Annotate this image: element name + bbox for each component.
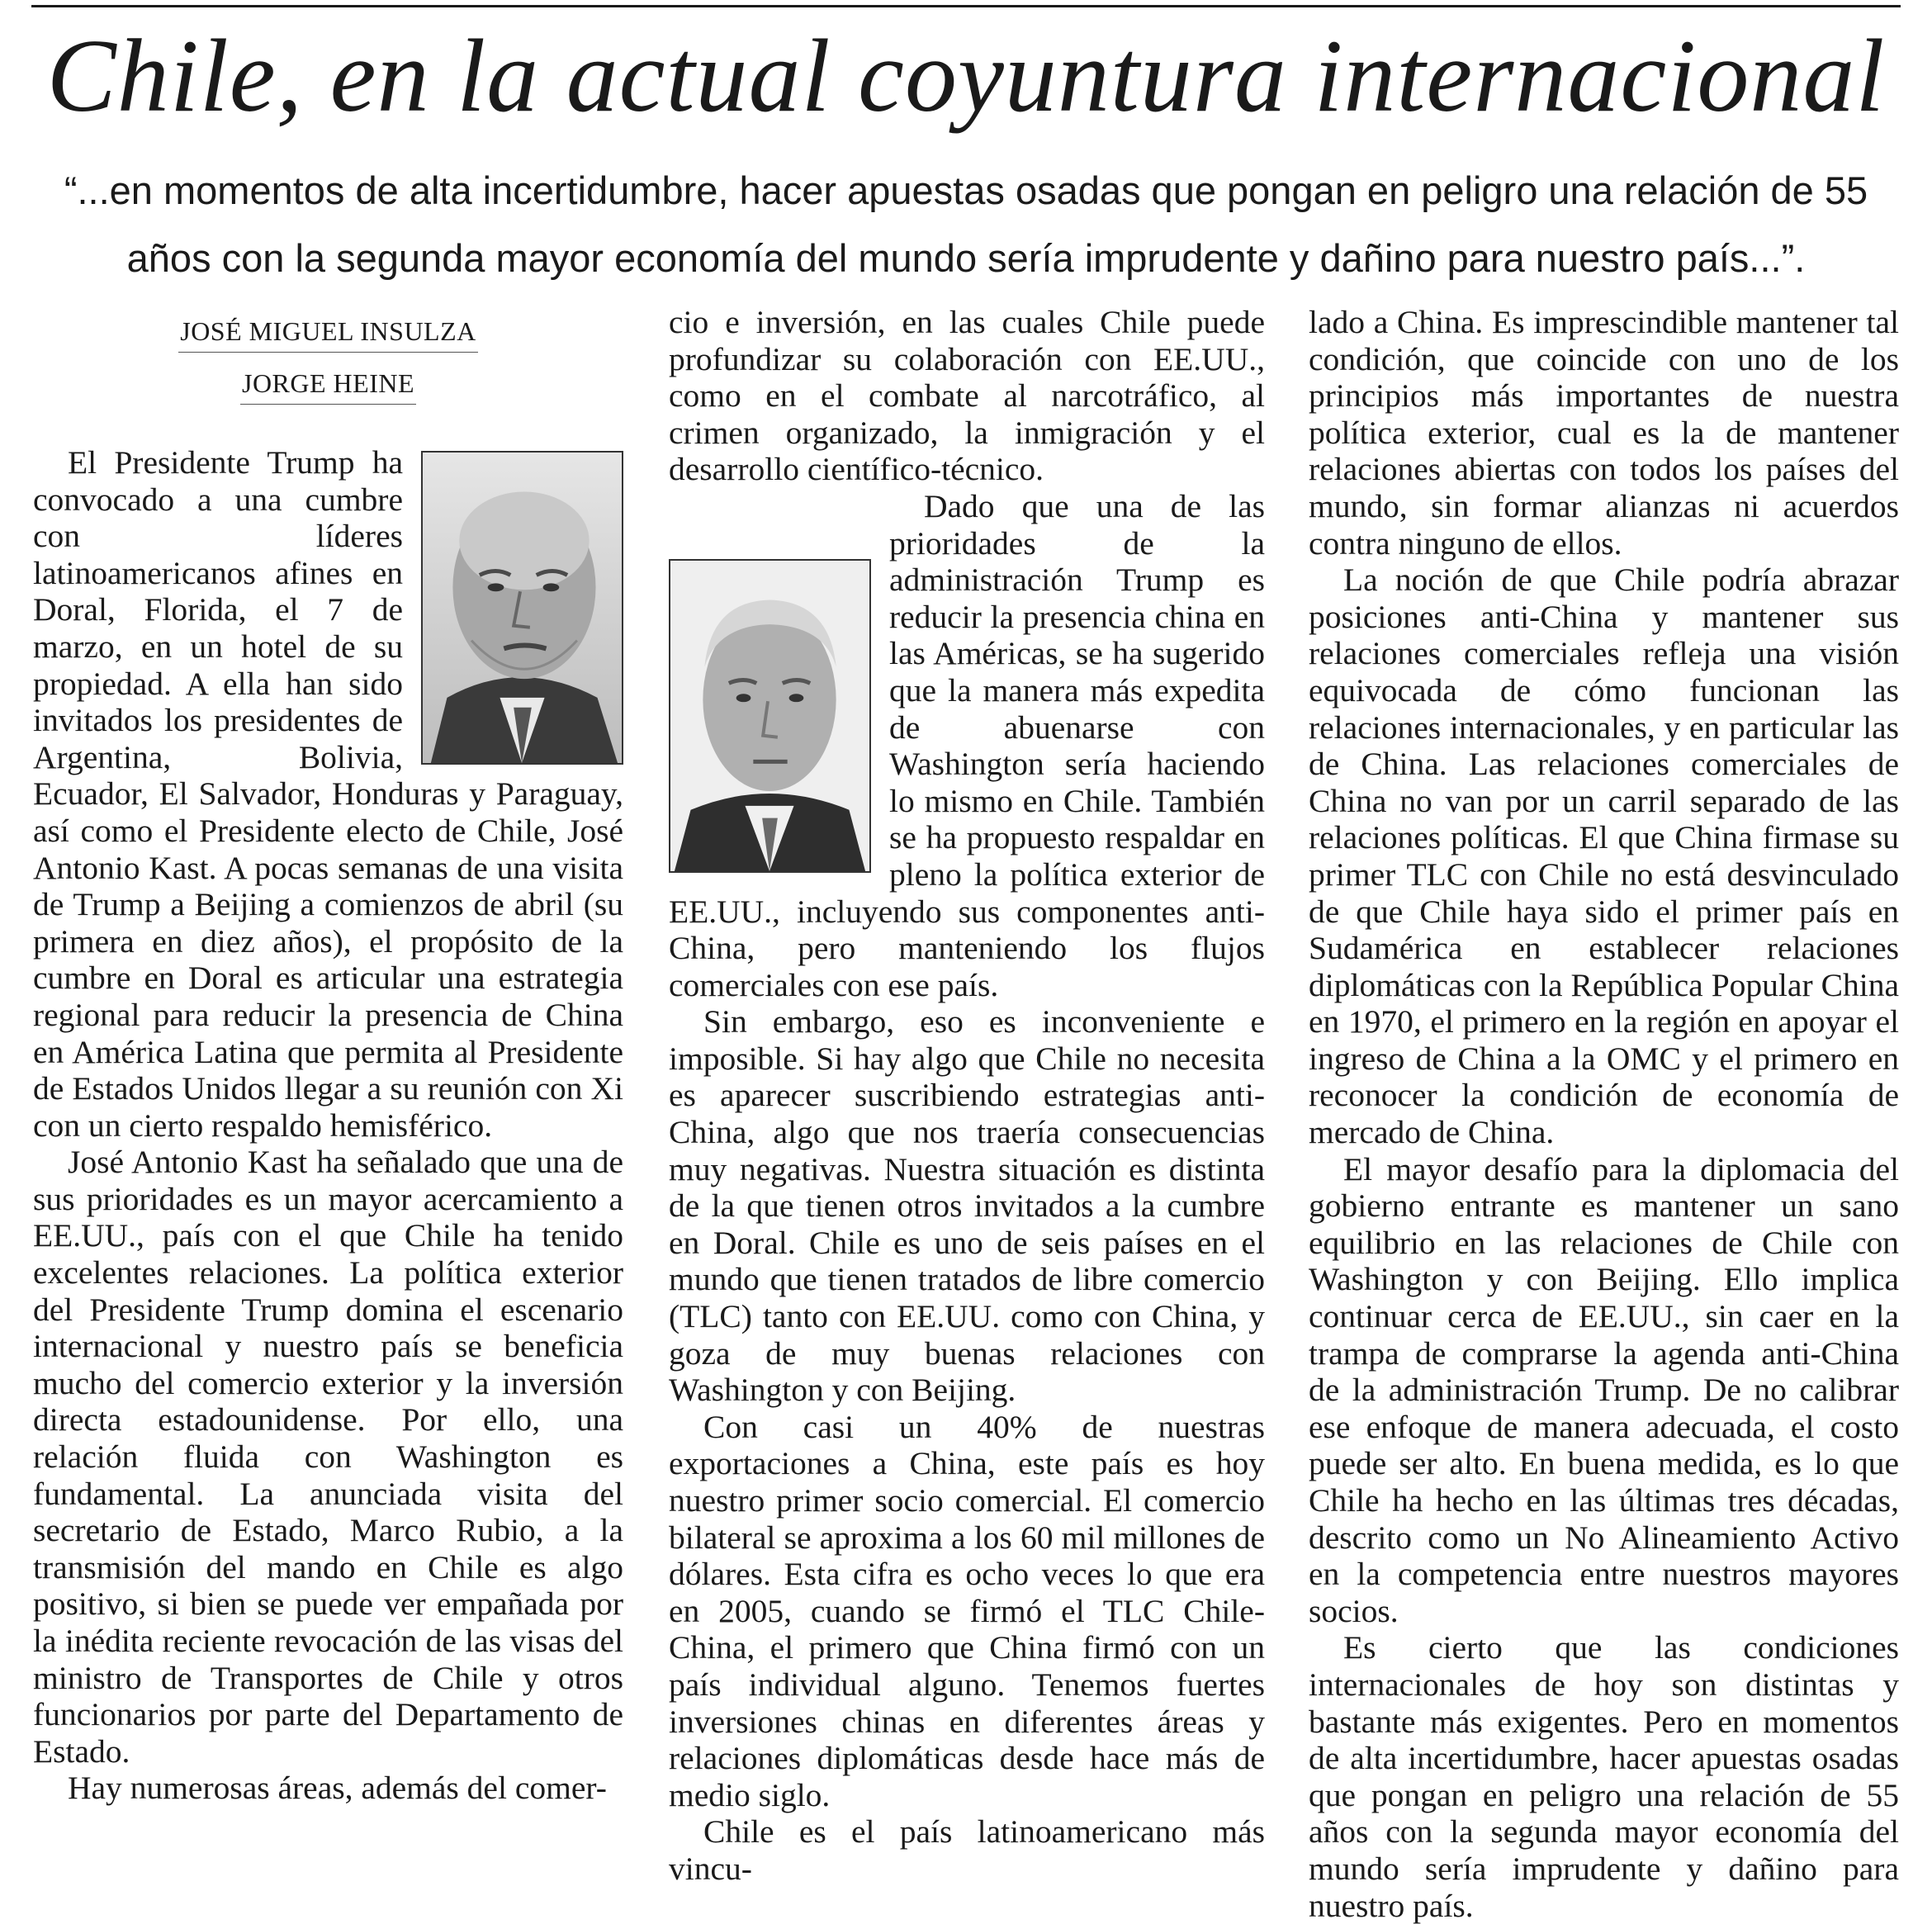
portrait-photo-insulza xyxy=(421,451,623,765)
paragraph-2: José Antonio Kast ha señalado que una de sus prioridades es un mayor acercamiento a EE.UU., país con el que Chile ha tenido excelentes relaciones. La política exterior del Presidente Trump domina el escenario internacional y nuestro país se beneficia mucho del comercio exterior y la inversión directa estadounidense. Por ello, una relación fluida con Washington es fundamental. La anunciada visita del secretario de Estado, Marco Rubio, a la transmisión del mando en Chile es algo positivo, si bien se puede ver empañada por la inédita reciente revocación de las visas del ministro de Transportes de Chile y otros funcionarios por parte del Departamento de Estado. xyxy=(33,1144,623,1770)
paragraph-6: Con casi un 40% de nuestras exportaciones a China, este país es hoy nuestro primer socio comercial. El comercio bilateral se aproxima a los 60 mil millones de dólares. Esta cifra es ocho veces lo que era en 2005, cuando se firmó el TLC Chile-China, el primero que China firmó con un país individual alguno. Tenemos fuertes inversiones chinas en diferentes áreas y relaciones diplomáticas desde hace más de medio siglo. xyxy=(669,1408,1265,1813)
column-2 xyxy=(669,304,1265,1887)
portrait-insulza-image xyxy=(423,453,622,763)
column-1 xyxy=(33,306,623,1807)
paragraph-9: El mayor desafío para la diplomacia del gobierno entrante es mantener un sano equilibrio en las relaciones de Chile con Washington y con Beijing. Ello implica continuar cerca de EE.UU., sin caer en la trampa de comprarse la agenda anti-China de la administración Trump. De no calibrar ese enfoque de manera adecuada, el costo puede ser alto. En buena medida, es lo que Chile ha hecho en las últimas tres décadas, descrito como un No Alineamiento Activo en la competencia entre nuestros mayores socios. xyxy=(1309,1150,1899,1629)
pull-quote-deck: “...en momentos de alta incertidumbre, hacer apuestas osadas que pongan en peligro una relación de 55 años con la segunda mayor economía del mundo sería imprudente y dañino para nuestro país...”. xyxy=(64,168,1868,280)
paragraph-4: Dado que una de las prioridades de la administración Trump es reducir la presencia china en las Américas, se ha sugerido que la manera más expedita de abuenarse con Washington sería haciendo lo mismo en Chile. También se ha propuesto respaldar en pleno la política exterior de EE.UU., incluyendo sus componentes anti-China, pero manteniendo los flujos comerciales con ese país. xyxy=(669,487,1265,1003)
paragraph-3-end: cio e inversión, en las cuales Chile puede profundizar su colaboración con EE.UU., como en el combate al narcotráfico, al crimen organizado, la inmigración y el desarrollo científico-técnico. xyxy=(669,304,1265,488)
byline-author-1: JOSÉ MIGUEL INSULZA xyxy=(178,307,478,353)
paragraph-5: Sin embargo, eso es inconveniente e imposible. Si hay algo que Chile no necesita es aparecer suscribiendo estrategias anti-China, algo que nos traería consecuencias muy negativas. Nuestra situación es distinta de la que tienen otros invitados a la cumbre en Doral. Chile es uno de seis países en el mundo que tienen tratados de libre comercio (TLC) tanto con EE.UU. como con China, y goza de muy buenas relaciones con Washington y con Beijing. xyxy=(669,1003,1265,1409)
paragraph-8: La noción de que Chile podría abrazar posiciones anti-China y mantener sus relaciones comerciales refleja una visión equivocada de cómo funcionan las relaciones internacionales, y en particular las de China. Las relaciones comerciales de China no van por un carril separado de las relaciones políticas. El que China firmase su primer TLC con Chile no está desvinculado de que Chile haya sido el primer país en Sudamérica en establecer relaciones diplomáticas con la República Popular China en 1970, el primero en la región en apoyar el ingreso de China a la OMC y el primero en reconocer la condición de economía de mercado de China. xyxy=(1309,562,1899,1151)
column-3 xyxy=(1309,304,1899,1924)
paragraph-7-start: Chile es el país latinoamericano más vincu- xyxy=(669,1813,1265,1887)
paragraph-3-start: Hay numerosas áreas, además del comer- xyxy=(68,1770,607,1807)
portrait-photo-heine xyxy=(669,559,871,873)
paragraph-1: El Presidente Trump ha convocado a una cumbre con líderes latinoamericanos afines en Doral, Florida, el 7 de marzo, en un hotel de su propiedad. A ella han sido invitados los presidentes de Argentina, Bolivia, Ecuador, El Salvador, Honduras y Paraguay, así como el Presidente electo de Chile, José Antonio Kast. A pocas semanas de una visita de Trump a Beijing a comienzos de abril (su primera en diez años), el propósito de la cumbre en Doral es articular una estrategia regional para reducir la presencia de China en América Latina que permita al Presidente de Estados Unidos llegar a su reunión con Xi con un cierto respaldo hemisférico. xyxy=(33,444,623,1144)
top-rule xyxy=(31,5,1901,7)
byline-author-2: JORGE HEINE xyxy=(240,359,416,405)
paragraph-7-end: lado a China. Es imprescindible mantener tal condición, que coincide con uno de los principios más importantes de nuestra política exterior, cual es la de mantener relaciones abiertas con todos los países del mundo, sin formar alianzas ni acuerdos contra ninguno de ellos. xyxy=(1309,304,1899,562)
headline: Chile, en la actual coyuntura internacional xyxy=(46,19,1886,134)
paragraph-10: Es cierto que las condiciones internacionales de hoy son distintas y bastante más exigentes. Pero en momentos de alta incertidumbre, hacer apuestas osadas que pongan en peligro una relación de 55 años con la segunda mayor economía del mundo sería imprudente y dañino para nuestro país. xyxy=(1309,1629,1899,1924)
bylines xyxy=(33,307,623,411)
portrait-heine-image xyxy=(670,561,869,871)
